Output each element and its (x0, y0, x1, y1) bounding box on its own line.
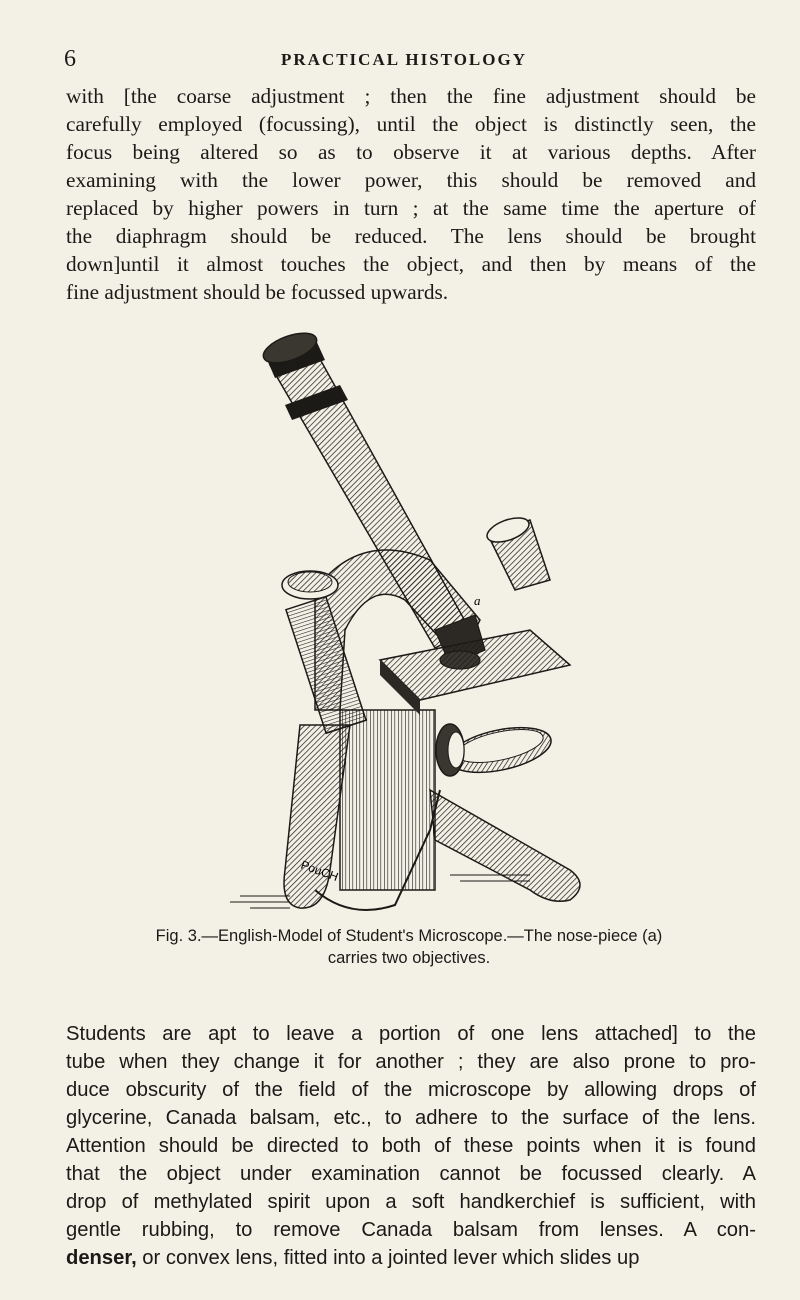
text-line: duce obscurity of the field of the microscope by allowing drops of (66, 1079, 756, 1101)
text-span: or convex lens, fitted into a jointed lever which slides up (136, 1247, 640, 1269)
paragraph-1 (66, 82, 756, 306)
text-line: that the object under examination cannot be focussed clearly. A (66, 1163, 756, 1185)
running-head: PRACTICAL HISTOLOGY (281, 50, 527, 69)
page-header (64, 46, 744, 76)
text-line: with [the coarse adjustment ; then the fine adjustment should be (66, 84, 756, 108)
text-line: carefully employed (focussing), until the object is distinctly seen, the (66, 112, 756, 136)
text-line: gentle rubbing, to remove Canada balsam from lenses. A con- (66, 1219, 756, 1241)
text-line (66, 1244, 756, 1272)
text-line: down]until it almost touches the object, and then by means of the (66, 252, 756, 276)
nose-piece-label: a (474, 593, 481, 608)
text-line: tube when they change it for another ; they are also prone to pro- (66, 1051, 756, 1073)
page-number: 6 (64, 46, 76, 72)
microscope-illustration (230, 330, 590, 920)
text-line: glycerine, Canada balsam, etc., to adhere to the surface of the lens. (66, 1107, 756, 1129)
text-line: focus being altered so as to observe it at various depths. After (66, 140, 756, 164)
figure-caption (64, 925, 754, 969)
text-line: the diaphragm should be reduced. The lens should be brought (66, 224, 756, 248)
text-line: replaced by higher powers in turn ; at the same time the aperture of (66, 196, 756, 220)
term-condenser: denser, (66, 1247, 137, 1269)
microscope-pillar (340, 710, 435, 890)
text-line: drop of methylated spirit upon a soft handkerchief is sufficient, with (66, 1191, 756, 1213)
text-line: Students are apt to leave a portion of one lens attached] to the (66, 1023, 756, 1045)
foot-engraving: PouCH (298, 857, 341, 885)
coarse-adjustment-knob (436, 724, 464, 776)
text-line: fine adjustment should be focussed upwards. (66, 280, 449, 304)
paragraph-2 (66, 1020, 756, 1272)
caption-line: carries two objectives. (327, 949, 491, 967)
text-line: Attention should be directed to both of these points when it is found (66, 1135, 756, 1157)
text-line: examining with the lower power, this should be removed and (66, 168, 756, 192)
caption-line: Fig. 3.—English-Model of Student's Microscope.—The nose-piece (a) (155, 927, 663, 945)
